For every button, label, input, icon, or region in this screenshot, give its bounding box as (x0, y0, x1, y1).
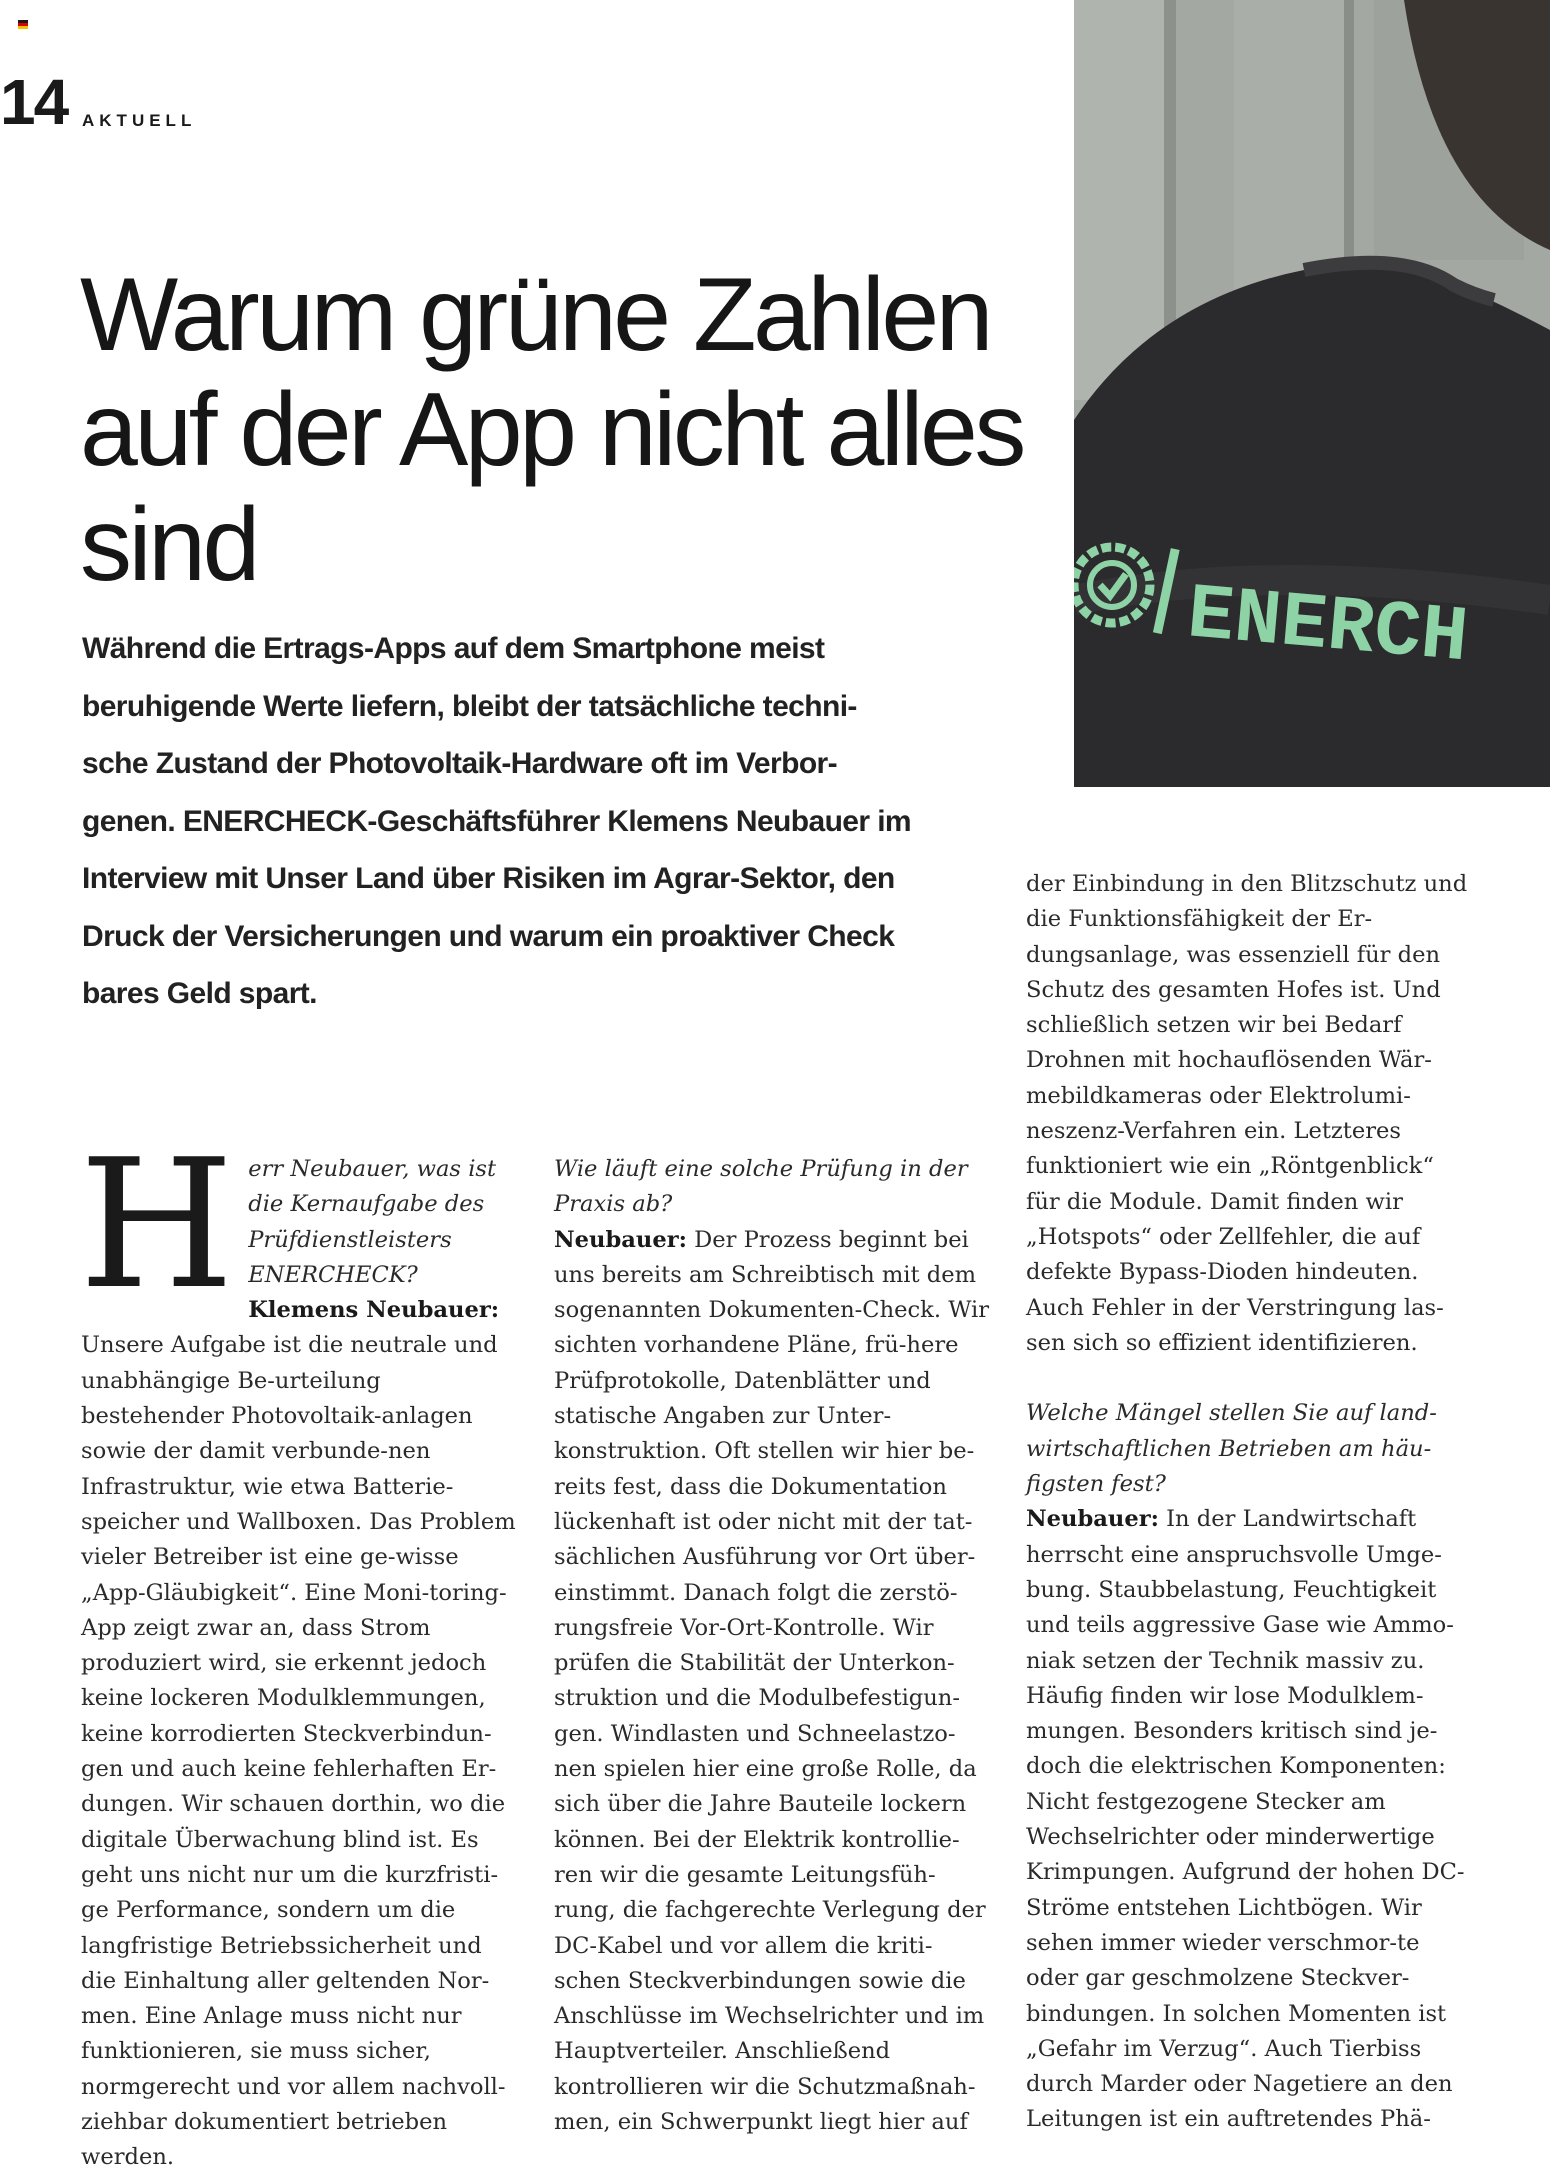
speaker-name: Neubauer: (1026, 1506, 1159, 1533)
interview-answer-2-continued: der Einbindung in den Blitzschutz und die Funktionsfähigkeit der Er-dungsanlage, was essenziell für den Schutz des gesamten Hofes ist. Und schließlich setzen wir bei Bedarf Drohnen mit hochauflösenden Wär-mebildkameras oder Elektrolumi-neszenz-Verfahren ein. Letzteres funktioniert wie ein „Röntgenblick“ für die Module. Damit finden wir „Hotspots“ oder Zellfehler, die auf defekte Bypass-Dioden hindeuten. Auch Fehler in der Verstringung las-sen sich so effizient identifizieren. (1026, 871, 1468, 1356)
answer-text: Unsere Aufgabe ist die neutrale und unabhängige Be-urteilung bestehender Photovoltaik-anlagen sowie der damit verbunde-nen Infrastruktur, wie etwa Batterie-speicher und Wallboxen. Das Problem vieler Betreiber ist eine ge-wisse „App-Gläubigkeit“. Eine Moni-toring-App zeigt zwar an, dass Strom produziert wird, sie erkennt jedoch keine lockeren Modulklemmungen, keine korrodierten Steckverbindun-gen und auch keine fehlerhaften Er-dungen. Wir schauen dorthin, wo die digitale Überwachung blind ist. Es geht uns nicht nur um die kurzfristi-ge Performance, sondern um die langfristige Betriebssicherheit und die Einhaltung aller geltenden Nor-men. Eine Anlage muss nicht nur funktionieren, sie muss sicher, normgerecht und vor allem nachvoll-ziehbar dokumentiert betrieben werden. (81, 1332, 516, 2171)
article-lead: Während die Ertrags-Apps auf dem Smartphone meist beruhigende Werte liefern, bleibt der tatsächliche techni-sche Zustand der Photovoltaik-Hardware oft im Verbor-genen. ENERCHECK-Geschäftsführer Klemens Neubauer im Interview mit Unser Land über Risiken im Agrar-Sektor, den Druck der Versicherungen und warum ein proaktiver Check bares Geld spart. (82, 632, 912, 1010)
speaker-name: Neubauer: (554, 1226, 687, 1253)
section-label: AKTUELL (82, 111, 197, 130)
interview-question-2: Wie läuft eine solche Prüfung in der Praxis ab? (554, 1156, 968, 1218)
article-column-1 (79, 1121, 521, 2176)
interview-answer-3 (1026, 1502, 1471, 2137)
interview-answer-2 (554, 1223, 994, 2141)
answer-text: Der Prozess beginnt bei uns bereits am Schreibtisch mit dem sogenannten Dokumenten-Check. Wir sichten vorhandene Pläne, frü-here Prüfprotokolle, Datenblätter und statische Angaben zur Unter-konstruktion. Oft stellen wir hier be-reits fest, dass die Dokumentation lückenhaft ist oder nicht mit der tat-sächlichen Ausführung vor Ort über-einstimmt. Danach folgt die zerstö-rungsfreie Vor-Ort-Kontrolle. Wir prüfen die Stabilität der Unterkon-struktion und die Modulbefestigun-gen. Windlasten und Schneelastzo-nen spielen hier eine große Rolle, da sich über die Jahre Bauteile lockern können. Bei der Elektrik kontrollie-ren wir die gesamte Leitungsfüh-rung, die fachgerechte Verlegung der DC-Kabel und vor allem die kriti-schen Steckverbindungen sowie die Anschlüsse im Wechselrichter und im Hauptverteiler. Anschließend kontrollieren wir die Schutzmaßnah-men, ein Schwerpunkt liegt hier auf (554, 1226, 990, 2136)
article-column-2 (554, 1152, 994, 2140)
article-column-3 (1026, 867, 1471, 2138)
interview-question-3: Welche Mängel stellen Sie auf land-wirtschaftlichen Betrieben am häu-figsten fest? (1026, 1400, 1437, 1498)
interview-answer-1 (81, 1293, 521, 2175)
interview-question-1: err Neubauer, was ist die Kernaufgabe des Prüfdienstleisters ENERCHECK? (248, 1156, 497, 1288)
speaker-name: Klemens Neubauer: (248, 1297, 500, 1324)
page-number: 14 (0, 66, 68, 138)
language-flag-icon (18, 20, 28, 29)
article-photo (1074, 0, 1550, 787)
article-headline: Warum grüne Zahlen auf der App nicht alles sind (80, 257, 1023, 603)
drop-cap: H (79, 1121, 235, 1328)
answer-text: In der Landwirtschaft herrscht eine anspruchsvolle Umge-bung. Staubbelastung, Feuchtigkeit und teils aggressive Gase wie Ammo-niak setzen der Technik massiv zu. Häufig finden wir lose Modulklem-mungen. Besonders kritisch sind je-doch die elektrischen Komponenten: Nicht festgezogene Stecker am Wechselrichter oder minderwertige Krimpungen. Aufgrund der hohen DC-Ströme entstehen Lichtbögen. Wir sehen immer wieder verschmor-te oder gar geschmolzene Steckver-bindungen. In solchen Momenten ist „Gefahr im Verzug“. Auch Tierbiss durch Marder oder Nagetiere an den Leitungen ist ein auftretendes Phä- (1026, 1506, 1465, 2133)
shirt-logo-text: ENERCH (1183, 571, 1472, 684)
